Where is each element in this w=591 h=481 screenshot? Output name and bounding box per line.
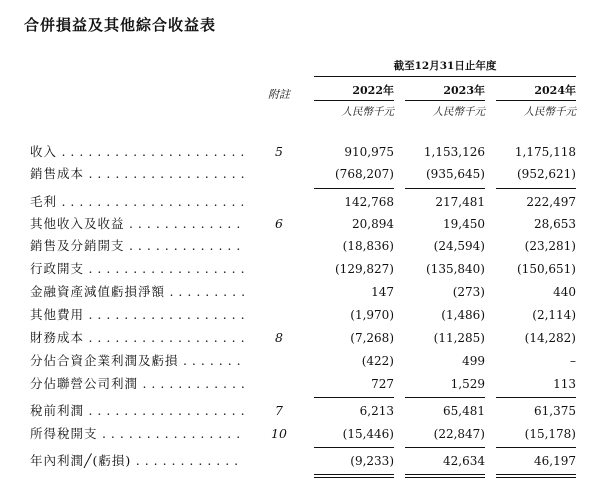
value-2024: (14,282)	[524, 331, 576, 345]
subtotal-rule	[496, 447, 576, 448]
subtotal-rule	[314, 188, 394, 189]
subtotal-rule	[405, 397, 485, 398]
table-row-share-associates	[0, 373, 591, 395]
value-2023: 42,634	[443, 454, 485, 468]
value-2023: 217,481	[435, 195, 485, 209]
table-row-profit-for-year	[0, 450, 591, 472]
double-total-rule	[496, 474, 576, 475]
table-row-finance-costs	[0, 327, 591, 349]
value-2022: 910,975	[344, 145, 394, 159]
value-2023: 1,529	[450, 377, 485, 391]
table-row-impairment	[0, 281, 591, 303]
period-header: 截至12月31日止年度	[314, 58, 576, 77]
table-row-revenue	[0, 141, 591, 163]
value-2022: 20,894	[352, 217, 394, 231]
value-2022: (422)	[361, 354, 394, 368]
value-2023: (273)	[452, 285, 485, 299]
table-row-other-income	[0, 213, 591, 235]
row-label: 稅前利潤 . . .	[30, 400, 244, 422]
value-2023: 1,153,126	[423, 145, 485, 159]
subtotal-rule	[314, 447, 394, 448]
value-2022: 6,213	[359, 404, 394, 418]
row-label: 毛利 . . .	[30, 191, 244, 213]
subtotal-rule	[405, 447, 485, 448]
year-column-2024	[496, 82, 576, 119]
year-column-2023	[405, 82, 485, 119]
year-column-2022	[314, 82, 394, 119]
value-2022: 727	[371, 377, 394, 391]
value-2023: (24,594)	[433, 239, 485, 253]
table-row-gross-profit	[0, 191, 591, 213]
value-2024: 1,175,118	[514, 145, 576, 159]
value-2024: 46,197	[534, 454, 576, 468]
row-label: 財務成本 . . .	[30, 327, 244, 349]
row-note: 6	[275, 216, 283, 231]
row-label: 分佔合資企業利潤及虧損 . . .	[30, 350, 244, 372]
value-2024: (150,651)	[517, 262, 576, 276]
row-label: 銷售成本 . . .	[30, 163, 244, 185]
row-label: 其他收入及收益 . . .	[30, 213, 244, 235]
row-note: 7	[275, 403, 283, 418]
note-column-header: 附註	[268, 88, 290, 101]
unit-label: 人民幣千元	[341, 106, 394, 118]
value-2023: 499	[462, 354, 485, 368]
value-2024: 440	[553, 285, 576, 299]
row-label: 所得稅開支 . . .	[30, 423, 244, 445]
subtotal-rule	[314, 397, 394, 398]
table-row-selling-expenses	[0, 235, 591, 257]
value-2024: 222,497	[526, 195, 576, 209]
value-2023: 65,481	[443, 404, 485, 418]
row-label: 其他費用 . . .	[30, 304, 244, 326]
double-total-rule	[314, 477, 394, 478]
table-row-admin-expenses	[0, 258, 591, 280]
value-2024: –	[570, 354, 576, 368]
unit-label: 人民幣千元	[523, 106, 576, 118]
value-2023: (11,285)	[433, 331, 485, 345]
statement-title: 合併損益及其他綜合收益表	[24, 16, 217, 34]
value-2023: (935,645)	[426, 167, 485, 181]
value-2022: (768,207)	[335, 167, 394, 181]
row-note: 5	[275, 144, 283, 159]
row-label: 收入 . . .	[30, 141, 244, 163]
table-row-cost-of-sales	[0, 163, 591, 185]
value-2022: 142,768	[344, 195, 394, 209]
row-note: 8	[275, 330, 283, 345]
value-2024: 61,375	[534, 404, 576, 418]
table-row-income-tax	[0, 423, 591, 445]
table-row-share-jv	[0, 350, 591, 372]
subtotal-rule	[496, 188, 576, 189]
row-label: 銷售及分銷開支 . . .	[30, 235, 244, 257]
table-row-profit-before-tax	[0, 400, 591, 422]
value-2023: 19,450	[443, 217, 485, 231]
year-label: 2024年	[496, 82, 576, 101]
year-label: 2023年	[405, 82, 485, 101]
value-2022: (9,233)	[350, 454, 394, 468]
table-row-other-expenses	[0, 304, 591, 326]
value-2022: (1,970)	[350, 308, 394, 322]
double-total-rule	[496, 477, 576, 478]
row-label: 行政開支 . . .	[30, 258, 244, 280]
value-2024: (952,621)	[517, 167, 576, 181]
row-label: 分佔聯營公司利潤 . . .	[30, 373, 244, 395]
value-2023: (22,847)	[433, 427, 485, 441]
value-2022: (7,268)	[350, 331, 394, 345]
subtotal-rule	[405, 188, 485, 189]
value-2024: 28,653	[534, 217, 576, 231]
double-total-rule	[405, 474, 485, 475]
double-total-rule	[405, 477, 485, 478]
value-2024: 113	[553, 377, 576, 391]
double-total-rule	[314, 474, 394, 475]
unit-label: 人民幣千元	[432, 106, 485, 118]
value-2022: (129,827)	[335, 262, 394, 276]
year-label: 2022年	[314, 82, 394, 101]
value-2023: (135,840)	[426, 262, 485, 276]
subtotal-rule	[496, 397, 576, 398]
value-2023: (1,486)	[441, 308, 485, 322]
value-2024: (15,178)	[524, 427, 576, 441]
value-2022: (18,836)	[342, 239, 394, 253]
row-label: 年內利潤╱(虧損) . . .	[30, 450, 244, 472]
row-label: 金融資產減值虧損淨額 . . .	[30, 281, 244, 303]
value-2024: (2,114)	[532, 308, 576, 322]
row-note: 10	[271, 426, 287, 441]
value-2024: (23,281)	[524, 239, 576, 253]
value-2022: (15,446)	[342, 427, 394, 441]
value-2022: 147	[371, 285, 394, 299]
